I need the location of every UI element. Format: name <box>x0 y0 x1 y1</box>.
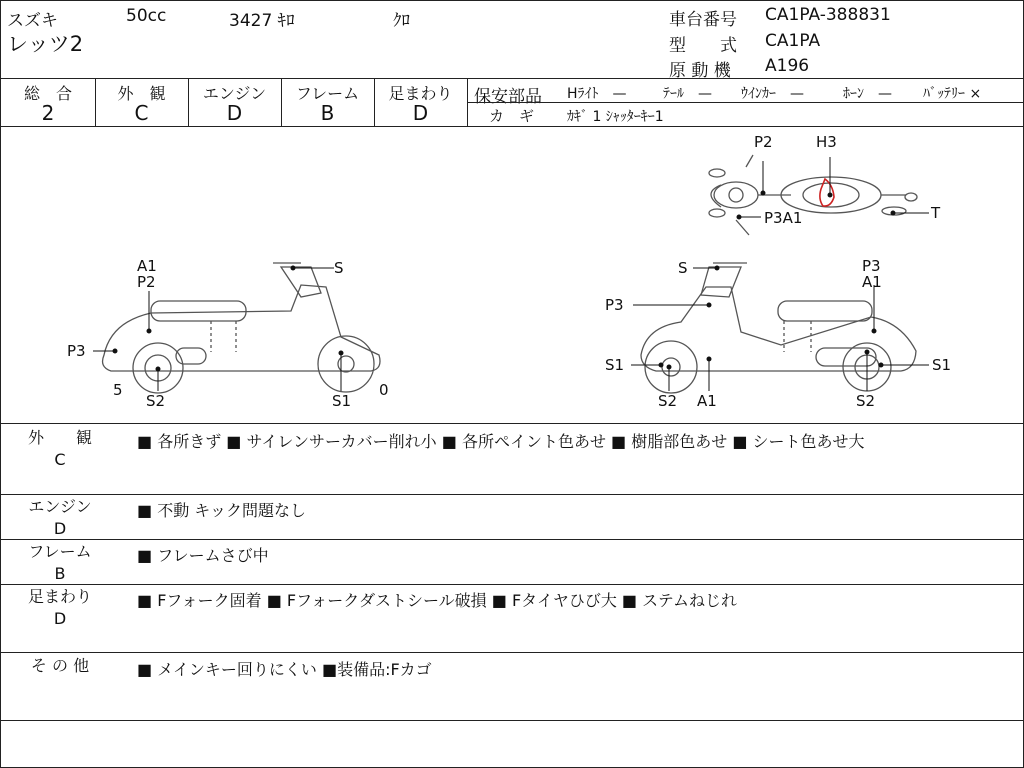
section-other-label: そ の 他 <box>30 656 90 675</box>
grade-frame: フレーム B <box>281 79 375 126</box>
type-value: CA1PA <box>765 31 821 51</box>
label-left-0: 0 <box>379 381 389 399</box>
section-frame-label: フレーム B <box>28 542 92 583</box>
label-right-s: S <box>678 259 688 277</box>
label-left-a1: A1 <box>137 257 157 275</box>
label-right-s2-left: S2 <box>658 392 678 410</box>
label-left-s2: S2 <box>146 392 166 410</box>
label-right-a1: A1 <box>697 392 717 410</box>
label-left-p2: P2 <box>137 273 156 291</box>
section-other-text: ■ メインキー回りにくい ■装備品:Fカゴ <box>137 660 432 679</box>
divider <box>1 539 1023 540</box>
label-left-s: S <box>334 259 344 277</box>
safety-label: 保安部品 <box>474 87 542 107</box>
safety-tail: ﾃｰﾙ — <box>663 86 712 102</box>
maker: スズキ <box>7 11 58 31</box>
label-right-s1-right: S1 <box>932 356 952 374</box>
label-right-p3-top: P3 <box>862 257 881 275</box>
divider <box>1 720 1023 721</box>
label-left-5: 5 <box>113 381 123 399</box>
safety-battery: ﾊﾞｯﾃﾘｰ × <box>923 86 982 102</box>
grade-suspension: 足まわり D <box>374 79 468 126</box>
divider <box>1 584 1023 585</box>
label-top-t: T <box>931 204 941 222</box>
key-label: カ ギ <box>489 107 535 125</box>
section-exterior-text: ■ 各所きず ■ サイレンサーカバー削れ小 ■ 各所ペイント色あせ ■ 樹脂部色あせ ■ シート色あせ大 <box>137 432 865 451</box>
label-top-p2: P2 <box>754 133 773 151</box>
divider <box>468 102 1023 103</box>
label-top-h3: H3 <box>816 133 837 151</box>
frame-number: CA1PA-388831 <box>765 5 891 25</box>
divider <box>1 423 1023 424</box>
safety-headlight: Hﾗｲﾄ — <box>567 86 627 102</box>
divider <box>1 494 1023 495</box>
grade-exterior: 外 観 C <box>95 79 189 126</box>
label-right-a1-top: A1 <box>862 273 882 291</box>
engine-label: 原 動 機 <box>669 61 731 81</box>
grade-engine: エンジン D <box>188 79 282 126</box>
grade-overall: 総 合 2 <box>1 79 96 126</box>
label-left-s1: S1 <box>332 392 352 410</box>
mileage: 3427 ｷﾛ <box>229 11 295 31</box>
section-frame-text: ■ フレームさび中 <box>137 546 269 565</box>
key-value: ｶｷﾞ 1 ｼｬｯﾀｰｷｰ1 <box>567 109 664 125</box>
label-right-p3: P3 <box>605 296 624 314</box>
section-suspension-label: 足まわり D <box>27 587 92 628</box>
scooter-top-view <box>709 155 917 235</box>
label-right-s2-right: S2 <box>856 392 876 410</box>
label-right-s1-left: S1 <box>605 356 625 374</box>
displacement: 50cc <box>126 6 167 26</box>
section-engine-label: エンジン D <box>28 497 92 538</box>
engine-value: A196 <box>765 56 810 76</box>
frame-number-label: 車台番号 <box>669 10 737 30</box>
safety-winker: ｳｲﾝｶｰ — <box>741 86 804 102</box>
section-suspension-text: ■ Fフォーク固着 ■ Fフォークダストシール破損 ■ Fタイヤひび大 ■ ステムねじれ <box>137 591 738 610</box>
section-engine-text: ■ 不動 キック問題なし <box>137 501 306 520</box>
model-name: レッツ2 <box>7 32 84 56</box>
safety-horn: ﾎｰﾝ — <box>843 86 892 102</box>
divider <box>1 652 1023 653</box>
section-exterior-label: 外 観 C <box>27 428 92 469</box>
label-top-p3a1: P3A1 <box>764 209 803 227</box>
scooter-diagram <box>1 127 1023 423</box>
label-left-p3: P3 <box>67 342 86 360</box>
type-label: 型 式 <box>669 36 737 56</box>
color: ｸﾛ <box>393 11 410 31</box>
